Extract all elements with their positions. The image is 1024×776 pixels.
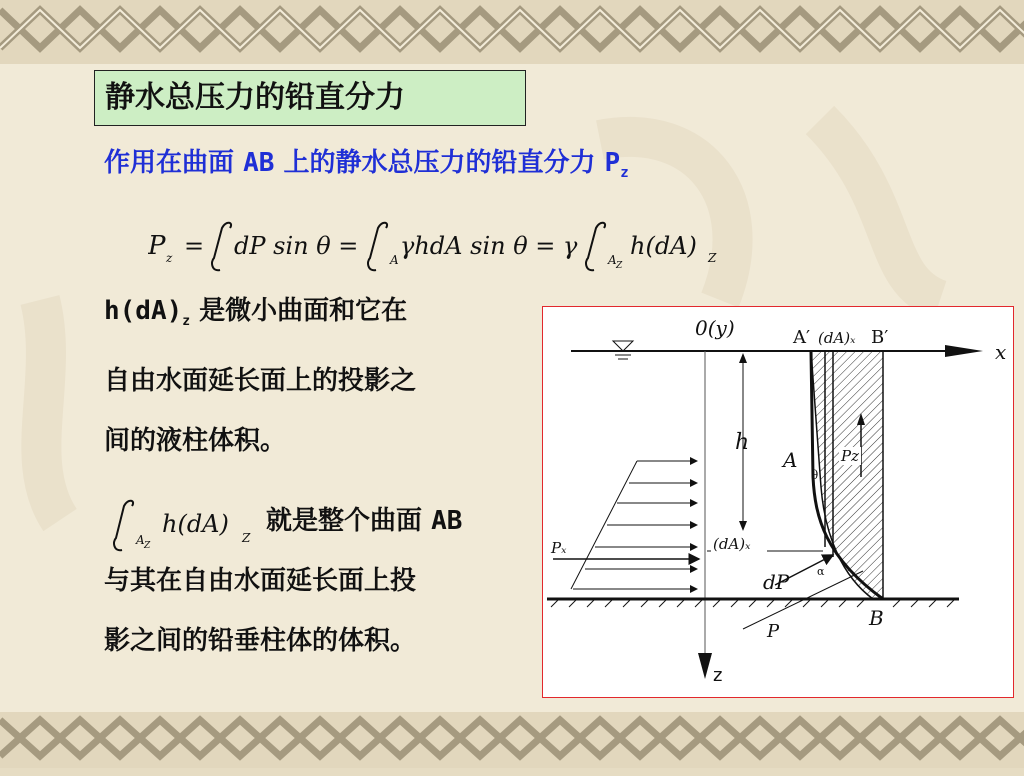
formula-term3: h(dA)	[630, 232, 697, 260]
x-axis-arrow	[945, 345, 983, 357]
mini-end-sub: Z	[242, 531, 251, 545]
paragraph-line-5: 与其在自由水面延长面上投	[104, 566, 417, 596]
h-label: h	[735, 430, 750, 455]
z-axis-arrow	[698, 653, 712, 679]
formula-term2-sub: A	[390, 253, 399, 267]
h-arrow-bottom	[739, 521, 747, 531]
diagram-canvas	[543, 307, 1013, 697]
paragraph-line-6: 影之间的铅垂柱体的体积。	[104, 626, 417, 656]
dp-label: dP	[763, 570, 790, 594]
p1-mono: h(dA)	[104, 296, 183, 326]
da-x-top-label: (dA)ₓ	[818, 329, 856, 347]
px-label: Pₓ	[551, 539, 567, 557]
da-x-mid-label: (dA)ₓ	[713, 535, 751, 553]
mini-sub2: Z	[144, 541, 151, 551]
mini-formula	[104, 498, 266, 556]
integral-sign-3	[586, 223, 605, 271]
mini-body: h(dA)	[162, 510, 229, 538]
integral-sign-mini	[114, 501, 133, 551]
p1-text: 是微小曲面和它在	[199, 296, 408, 326]
pz-label: Pz	[841, 447, 859, 465]
paragraph-line-2: 自由水面延长面上的投影之	[104, 366, 417, 396]
a-label: A	[783, 448, 798, 472]
formula-lhs: P	[148, 231, 166, 261]
origin-label: 0(y)	[695, 316, 735, 340]
bottom-border-pattern	[0, 712, 1024, 776]
x-axis-label: x	[995, 340, 1007, 364]
mini-sub: A	[136, 533, 145, 547]
z-axis-label: z	[713, 665, 723, 686]
formula-term3-sub: A	[608, 253, 617, 267]
pressure-diagram	[542, 306, 1014, 698]
subtitle-p: P	[604, 148, 621, 178]
alpha-label: α	[817, 565, 825, 578]
formula-term3-end-sub: Z	[708, 251, 717, 265]
formula-term1: dP sin θ =	[234, 232, 359, 260]
b-prime-label: B′	[871, 327, 889, 348]
slide-subtitle	[104, 142, 629, 181]
b-label: B	[869, 606, 884, 630]
pressure-body	[811, 351, 883, 599]
subtitle-text: 作用在曲面	[104, 148, 235, 178]
slide-title: 静水总压力的铅直分力	[94, 70, 526, 126]
subtitle-ab: AB	[243, 148, 275, 178]
integral-sign-1	[212, 223, 231, 271]
integral-sign-2	[368, 223, 387, 271]
subtitle-sub: z	[620, 165, 629, 182]
pressure-arrows	[573, 461, 697, 589]
subtitle-rest: 上的静水总压力的铅直分力	[283, 148, 596, 178]
formula-eq: =	[184, 232, 205, 260]
formula-term2: γhdA sin θ = γ	[400, 232, 578, 260]
formula-lhs-sub: z	[166, 251, 173, 265]
paragraph-line-4	[266, 500, 462, 537]
a-prime-label: A′	[793, 327, 811, 348]
p1-sub: z	[182, 314, 191, 330]
main-formula	[148, 218, 728, 282]
paragraph-line-1	[104, 290, 407, 329]
h-arrow-top	[739, 353, 747, 363]
paragraph-line-3: 间的液柱体积。	[104, 426, 287, 456]
water-level-icon	[613, 341, 633, 351]
formula-term3-sub2: Z	[616, 261, 623, 271]
top-border-pattern	[0, 0, 1024, 64]
p4-text: 就是整个曲面	[266, 506, 423, 536]
p4-ab: AB	[431, 506, 463, 536]
theta-label: θ	[811, 468, 819, 482]
p-label: P	[767, 621, 780, 642]
